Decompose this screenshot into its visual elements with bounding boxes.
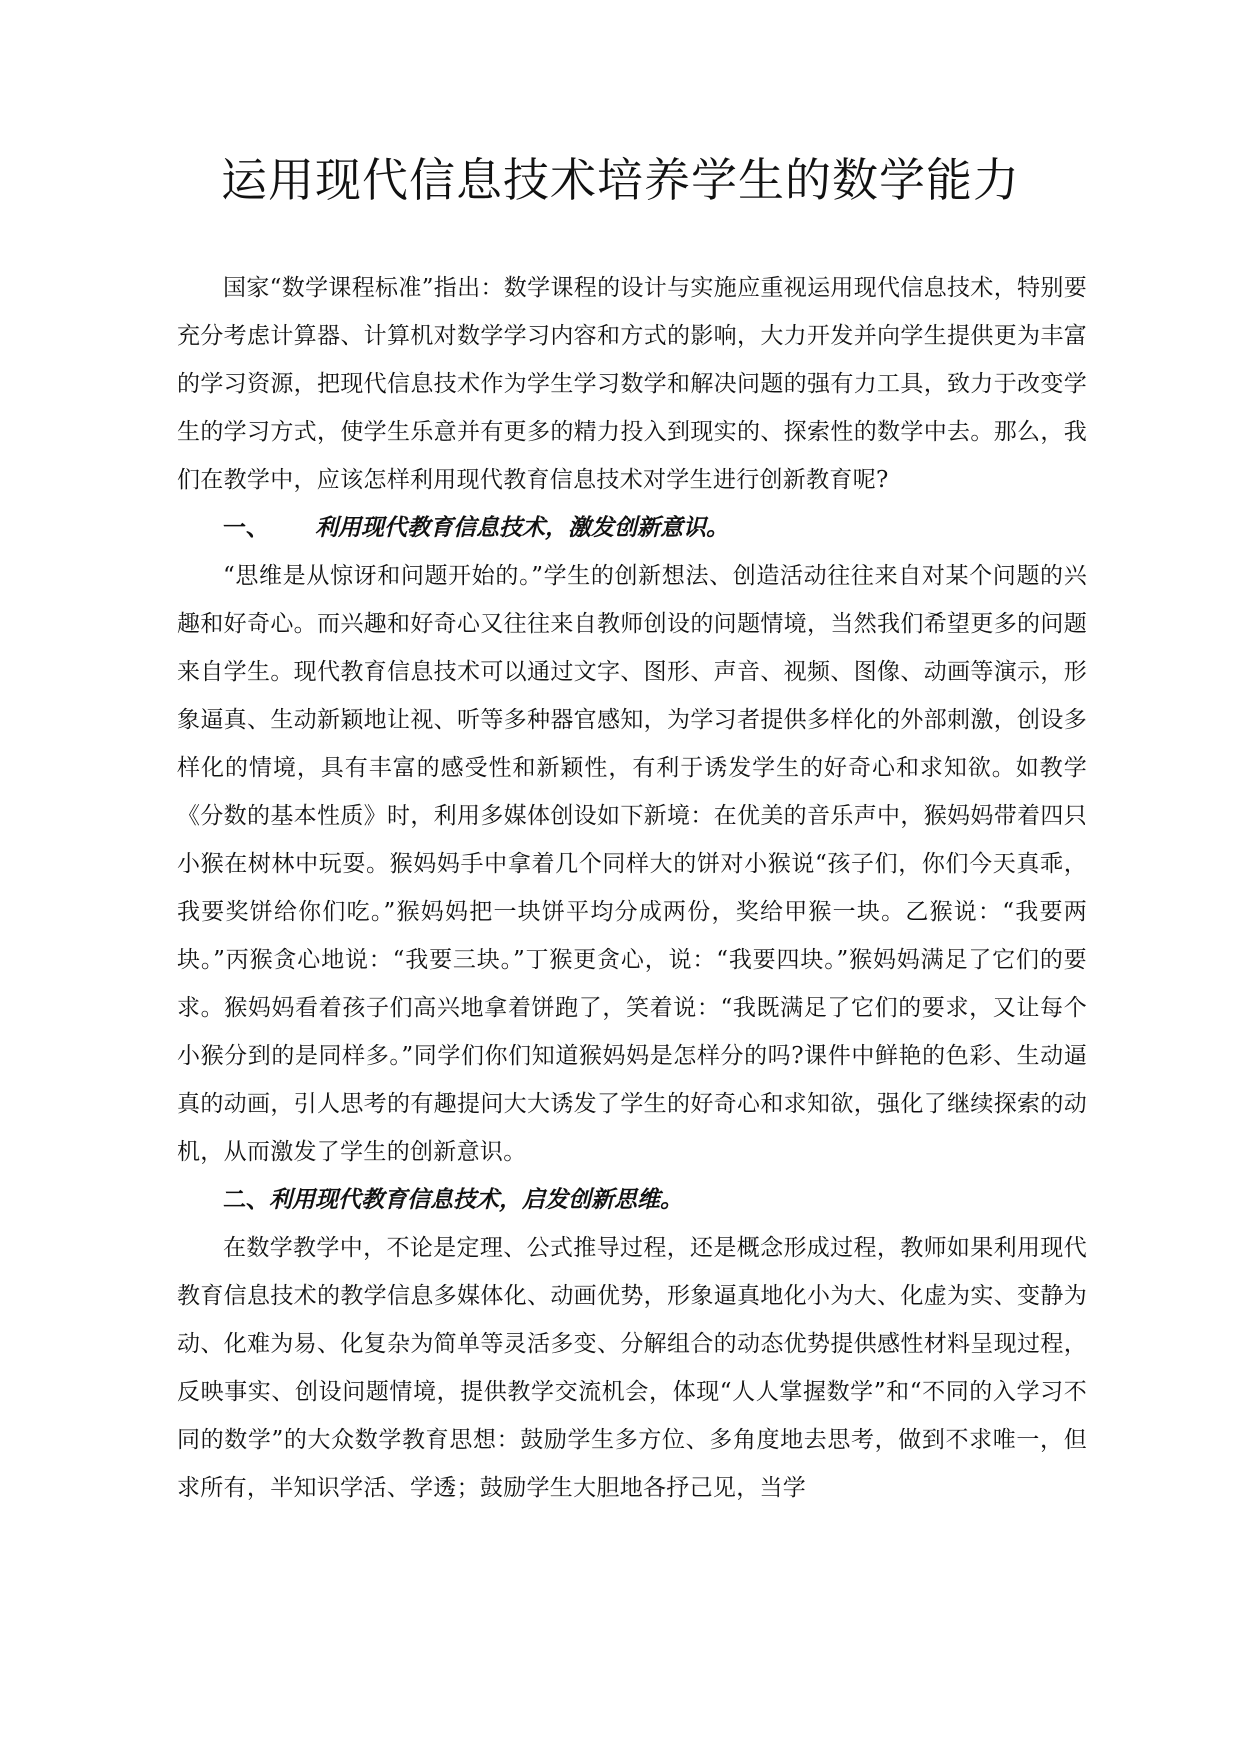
section-2-title: 利用现代教育信息技术，启发创新思维。 xyxy=(269,1186,683,1213)
section-1-paragraph: “思维是从惊讶和问题开始的。”学生的创新想法、创造活动往往来自对某个问题的兴趣和好奇心。而兴趣和好奇心又往往来自教师创设的问题情境，当然我们希望更多的问题来自学生。现代教育信息技术可以通过文字、图形、声音、视频、图像、动画等演示，形象逼真、生动新颖地让视、听等多种器官感知，为学习者提供多样化的外部刺激，创设多样化的情境，具有丰富的感受性和新颖性，有利于诱发学生的好奇心和求知欲。如教学《分数的基本性质》时，利用多媒体创设如下新境：在优美的音乐声中，猴妈妈带着四只小猴在树林中玩耍。猴妈妈手中拿着几个同样大的饼对小猴说“孩子们，你们今天真乖，我要奖饼给你们吃。”猴妈妈把一块饼平均分成两份，奖给甲猴一块。乙猴说：“我要两块。”丙猴贪心地说：“我要三块。”丁猴更贪心，说：“我要四块。”猴妈妈满足了它们的要求。猴妈妈看着孩子们高兴地拿着饼跑了，笑着说：“我既满足了它们的要求，又让每个小猴分到的是同样多。”同学们你们知道猴妈妈是怎样分的吗?课件中鲜艳的色彩、生动逼真的动画，引人思考的有趣提问大大诱发了学生的好奇心和求知欲，强化了继续探索的动机，从而激发了学生的创新意识。 xyxy=(177,563,1087,1165)
section-1-title: 利用现代教育信息技术，激发创新意识。 xyxy=(315,514,729,541)
intro-paragraph: 国家“数学课程标准”指出：数学课程的设计与实施应重视运用现代信息技术，特别要充分考虑计算器、计算机对数学学习内容和方式的影响，大力开发并向学生提供更为丰富的学习资源，把现代信息技术作为学生学习数学和解决问题的强有力工具，致力于改变学生的学习方式，使学生乐意并有更多的精力投入到现实的、探索性的数学中去。那么，我们在教学中，应该怎样利用现代教育信息技术对学生进行创新教育呢? xyxy=(177,275,1087,493)
section-2-paragraph: 在数学教学中，不论是定理、公式推导过程，还是概念形成过程，教师如果利用现代教育信息技术的教学信息多媒体化、动画优势，形象逼真地化小为大、化虚为实、变静为动、化难为易、化复杂为简单等灵活多变、分解组合的动态优势提供感性材料呈现过程，反映事实、创设问题情境，提供教学交流机会，体现“人人掌握数学”和“不同的入学习不同的数学”的大众数学教育思想：鼓励学生多方位、多角度地去思考，做到不求唯一，但求所有，半知识学活、学透；鼓励学生大胆地各抒己见，当学 xyxy=(177,1235,1087,1501)
section-2-heading xyxy=(177,1176,1087,1224)
page-title: 运用现代信息技术培养学生的数学能力 xyxy=(221,153,1020,207)
section-2-number: 二、 xyxy=(223,1186,269,1213)
document-body xyxy=(177,264,1087,1512)
section-1-heading xyxy=(177,504,1087,552)
section-1-number: 一、 xyxy=(223,514,269,541)
